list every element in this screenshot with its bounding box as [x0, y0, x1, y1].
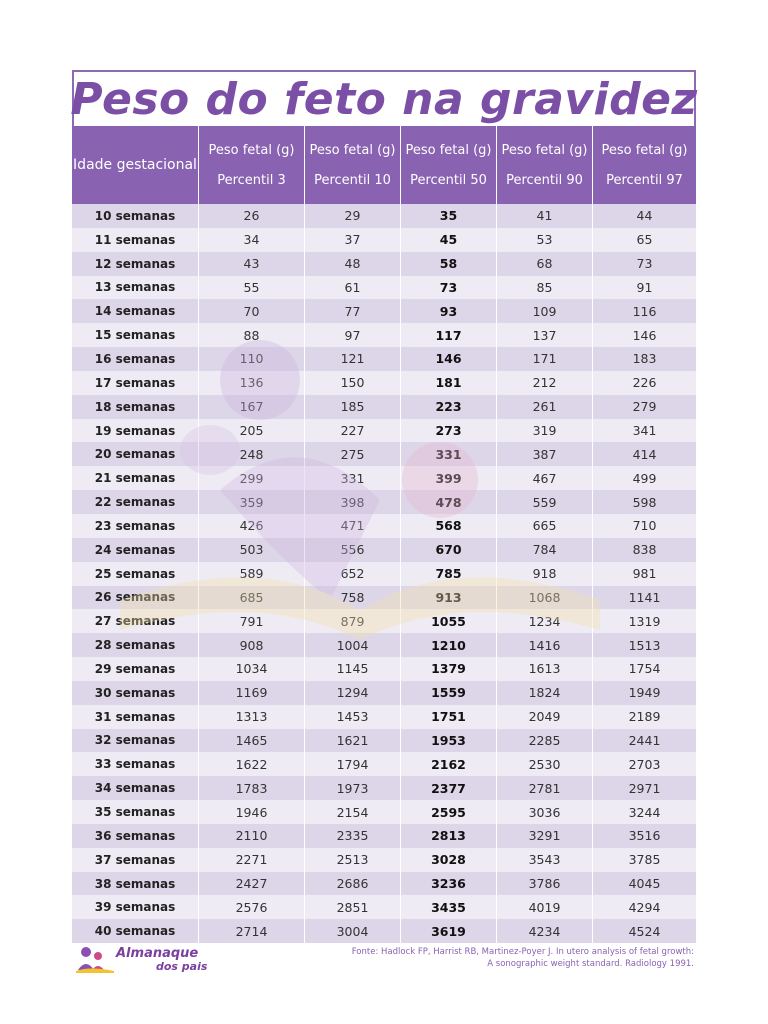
cell-p10: 121 — [304, 347, 400, 371]
cell-p3: 503 — [198, 538, 304, 562]
cell-p3: 1034 — [198, 657, 304, 681]
cell-age: 16 semanas — [94, 351, 176, 366]
table-row — [72, 657, 696, 681]
cell-p3: 70 — [198, 299, 304, 323]
table-row — [72, 204, 696, 228]
header-p3 — [198, 126, 304, 204]
cell-p10: 1453 — [304, 705, 400, 729]
cell-p10: 331 — [304, 466, 400, 490]
cell-p3: 359 — [198, 490, 304, 514]
cell-p10: 275 — [304, 442, 400, 466]
cell-p97: 3244 — [592, 800, 696, 824]
cell-p90: 3543 — [496, 848, 592, 872]
cell-p10: 37 — [304, 228, 400, 252]
cell-p90: 212 — [496, 371, 592, 395]
header-percentile-label: Percentil 3 — [217, 172, 286, 188]
cell-p90: 4234 — [496, 919, 592, 943]
cell-age: 40 semanas — [94, 924, 176, 939]
cell-p10: 398 — [304, 490, 400, 514]
cell-p97: 981 — [592, 562, 696, 586]
cell-age: 10 semanas — [94, 208, 176, 223]
table-row — [72, 586, 696, 610]
cell-p3: 589 — [198, 562, 304, 586]
cell-p90: 1613 — [496, 657, 592, 681]
cell-p3: 248 — [198, 442, 304, 466]
cell-p50: 93 — [400, 299, 496, 323]
cell-p97: 341 — [592, 419, 696, 443]
header-weight-label: Peso fetal (g) — [309, 142, 396, 158]
table-row — [72, 848, 696, 872]
cell-p90: 665 — [496, 514, 592, 538]
cell-p3: 43 — [198, 252, 304, 276]
table-row — [72, 538, 696, 562]
cell-age: 14 semanas — [94, 304, 176, 319]
header-percentile-label: Percentil 10 — [314, 172, 391, 188]
cell-p97: 4294 — [592, 895, 696, 919]
cell-age: 23 semanas — [94, 518, 176, 533]
cell-p50: 181 — [400, 371, 496, 395]
table-row — [72, 490, 696, 514]
cell-p90: 1416 — [496, 633, 592, 657]
table-header — [72, 126, 696, 204]
logo-subtext: dos pais — [156, 960, 208, 973]
cell-p90: 559 — [496, 490, 592, 514]
header-percentile-label: Percentil 97 — [606, 172, 683, 188]
cell-p90: 467 — [496, 466, 592, 490]
cell-p50: 2813 — [400, 824, 496, 848]
cell-p90: 1234 — [496, 609, 592, 633]
cell-p50: 1559 — [400, 681, 496, 705]
fetal-weight-sheet — [72, 70, 696, 943]
cell-age: 31 semanas — [94, 709, 176, 724]
cell-p10: 879 — [304, 609, 400, 633]
cell-age: 25 semanas — [94, 566, 176, 581]
cell-age: 21 semanas — [94, 471, 176, 486]
cell-p90: 319 — [496, 419, 592, 443]
cell-age: 34 semanas — [94, 781, 176, 796]
table-body — [72, 204, 696, 943]
cell-p50: 45 — [400, 228, 496, 252]
cell-p3: 55 — [198, 276, 304, 300]
cell-age: 29 semanas — [94, 661, 176, 676]
cell-p50: 3236 — [400, 872, 496, 896]
header-percentile-label: Percentil 90 — [506, 172, 583, 188]
cell-p3: 1169 — [198, 681, 304, 705]
cell-p97: 1754 — [592, 657, 696, 681]
header-weight-label: Peso fetal (g) — [501, 142, 588, 158]
cell-p90: 53 — [496, 228, 592, 252]
cell-p10: 1973 — [304, 776, 400, 800]
cell-p97: 3785 — [592, 848, 696, 872]
source-line-2: A sonographic weight standard. Radiology 1991. — [487, 959, 694, 969]
cell-p10: 61 — [304, 276, 400, 300]
page-title: Peso do feto na gravidez — [70, 73, 698, 125]
cell-p3: 908 — [198, 633, 304, 657]
cell-p10: 1145 — [304, 657, 400, 681]
table-row — [72, 800, 696, 824]
cell-p10: 2686 — [304, 872, 400, 896]
cell-age: 37 semanas — [94, 852, 176, 867]
cell-p3: 1946 — [198, 800, 304, 824]
cell-p97: 4045 — [592, 872, 696, 896]
cell-p90: 3786 — [496, 872, 592, 896]
cell-age: 27 semanas — [94, 614, 176, 629]
family-logo-icon — [76, 944, 116, 974]
cell-p97: 710 — [592, 514, 696, 538]
cell-p90: 2049 — [496, 705, 592, 729]
cell-p50: 1210 — [400, 633, 496, 657]
cell-p50: 58 — [400, 252, 496, 276]
table-row — [72, 895, 696, 919]
cell-p10: 471 — [304, 514, 400, 538]
cell-age: 18 semanas — [94, 399, 176, 414]
cell-p3: 299 — [198, 466, 304, 490]
cell-p10: 77 — [304, 299, 400, 323]
cell-p50: 478 — [400, 490, 496, 514]
cell-p97: 146 — [592, 323, 696, 347]
cell-p90: 387 — [496, 442, 592, 466]
cell-age: 36 semanas — [94, 828, 176, 843]
table-row — [72, 323, 696, 347]
logo-text: Almanaque — [116, 946, 199, 961]
table-row — [72, 562, 696, 586]
cell-p97: 1319 — [592, 609, 696, 633]
footer — [72, 940, 696, 980]
cell-p10: 2154 — [304, 800, 400, 824]
cell-p97: 44 — [592, 204, 696, 228]
cell-p97: 1949 — [592, 681, 696, 705]
cell-p10: 97 — [304, 323, 400, 347]
table-row — [72, 299, 696, 323]
header-weight-label: Peso fetal (g) — [208, 142, 295, 158]
cell-p3: 110 — [198, 347, 304, 371]
header-gestational-age — [72, 126, 198, 204]
table-row — [72, 419, 696, 443]
cell-p50: 331 — [400, 442, 496, 466]
table-row — [72, 729, 696, 753]
table-row — [72, 276, 696, 300]
cell-p50: 399 — [400, 466, 496, 490]
cell-p97: 838 — [592, 538, 696, 562]
cell-p97: 116 — [592, 299, 696, 323]
cell-p10: 1004 — [304, 633, 400, 657]
cell-p50: 1953 — [400, 729, 496, 753]
cell-p3: 791 — [198, 609, 304, 633]
cell-p50: 73 — [400, 276, 496, 300]
cell-p3: 88 — [198, 323, 304, 347]
cell-p97: 91 — [592, 276, 696, 300]
cell-p50: 273 — [400, 419, 496, 443]
cell-age: 13 semanas — [94, 280, 176, 295]
cell-p50: 3028 — [400, 848, 496, 872]
cell-p50: 785 — [400, 562, 496, 586]
cell-p97: 279 — [592, 395, 696, 419]
table-row — [72, 371, 696, 395]
cell-p10: 3004 — [304, 919, 400, 943]
cell-p50: 35 — [400, 204, 496, 228]
cell-p10: 758 — [304, 586, 400, 610]
cell-p90: 3036 — [496, 800, 592, 824]
source-citation — [352, 946, 694, 970]
cell-p90: 68 — [496, 252, 592, 276]
table-row — [72, 228, 696, 252]
cell-p97: 4524 — [592, 919, 696, 943]
cell-p90: 261 — [496, 395, 592, 419]
table-row — [72, 776, 696, 800]
cell-p10: 1794 — [304, 752, 400, 776]
cell-p50: 2377 — [400, 776, 496, 800]
cell-p3: 426 — [198, 514, 304, 538]
cell-p10: 2513 — [304, 848, 400, 872]
cell-p97: 2971 — [592, 776, 696, 800]
cell-age: 12 semanas — [94, 256, 176, 271]
cell-p90: 784 — [496, 538, 592, 562]
table-row — [72, 514, 696, 538]
cell-p90: 1068 — [496, 586, 592, 610]
cell-p50: 2595 — [400, 800, 496, 824]
cell-p97: 1513 — [592, 633, 696, 657]
cell-age: 19 semanas — [94, 423, 176, 438]
cell-p90: 3291 — [496, 824, 592, 848]
title-banner — [72, 70, 696, 126]
cell-p97: 598 — [592, 490, 696, 514]
cell-age: 15 semanas — [94, 328, 176, 343]
cell-p50: 913 — [400, 586, 496, 610]
header-p50 — [400, 126, 496, 204]
cell-p90: 2530 — [496, 752, 592, 776]
cell-p3: 2271 — [198, 848, 304, 872]
cell-p50: 568 — [400, 514, 496, 538]
cell-p50: 3619 — [400, 919, 496, 943]
cell-age: 35 semanas — [94, 805, 176, 820]
cell-p3: 167 — [198, 395, 304, 419]
table-row — [72, 347, 696, 371]
cell-age: 26 semanas — [94, 590, 176, 605]
cell-p3: 685 — [198, 586, 304, 610]
header-p10 — [304, 126, 400, 204]
cell-p10: 185 — [304, 395, 400, 419]
header-age-label: Idade gestacional — [73, 157, 197, 173]
cell-p90: 85 — [496, 276, 592, 300]
cell-p3: 1783 — [198, 776, 304, 800]
cell-age: 33 semanas — [94, 757, 176, 772]
table-row — [72, 705, 696, 729]
cell-p3: 1465 — [198, 729, 304, 753]
cell-p3: 2110 — [198, 824, 304, 848]
table-row — [72, 252, 696, 276]
header-percentile-label: Percentil 50 — [410, 172, 487, 188]
cell-p90: 109 — [496, 299, 592, 323]
header-weight-label: Peso fetal (g) — [601, 142, 688, 158]
cell-p97: 65 — [592, 228, 696, 252]
cell-age: 11 semanas — [94, 232, 176, 247]
cell-p97: 2189 — [592, 705, 696, 729]
cell-p10: 48 — [304, 252, 400, 276]
cell-p97: 414 — [592, 442, 696, 466]
cell-p50: 1379 — [400, 657, 496, 681]
cell-p90: 41 — [496, 204, 592, 228]
cell-p50: 117 — [400, 323, 496, 347]
header-p90 — [496, 126, 592, 204]
cell-age: 17 semanas — [94, 375, 176, 390]
cell-p90: 2781 — [496, 776, 592, 800]
cell-p90: 2285 — [496, 729, 592, 753]
cell-p3: 136 — [198, 371, 304, 395]
cell-p97: 183 — [592, 347, 696, 371]
cell-p90: 137 — [496, 323, 592, 347]
cell-p10: 556 — [304, 538, 400, 562]
cell-p90: 1824 — [496, 681, 592, 705]
cell-age: 30 semanas — [94, 685, 176, 700]
cell-age: 22 semanas — [94, 495, 176, 510]
cell-p10: 227 — [304, 419, 400, 443]
cell-p50: 146 — [400, 347, 496, 371]
cell-age: 24 semanas — [94, 542, 176, 557]
cell-p50: 1751 — [400, 705, 496, 729]
cell-p50: 670 — [400, 538, 496, 562]
cell-p97: 73 — [592, 252, 696, 276]
cell-p3: 2714 — [198, 919, 304, 943]
table-row — [72, 466, 696, 490]
cell-age: 38 semanas — [94, 876, 176, 891]
cell-age: 20 semanas — [94, 447, 176, 462]
cell-p50: 1055 — [400, 609, 496, 633]
cell-p3: 1313 — [198, 705, 304, 729]
cell-p90: 4019 — [496, 895, 592, 919]
header-weight-label: Peso fetal (g) — [405, 142, 492, 158]
cell-p97: 226 — [592, 371, 696, 395]
cell-age: 39 semanas — [94, 900, 176, 915]
cell-p10: 2335 — [304, 824, 400, 848]
cell-p50: 223 — [400, 395, 496, 419]
cell-p97: 3516 — [592, 824, 696, 848]
table-row — [72, 752, 696, 776]
cell-p50: 2162 — [400, 752, 496, 776]
cell-p10: 150 — [304, 371, 400, 395]
cell-p10: 29 — [304, 204, 400, 228]
cell-age: 32 semanas — [94, 733, 176, 748]
cell-p3: 26 — [198, 204, 304, 228]
brand-logo — [76, 944, 206, 976]
header-p97 — [592, 126, 696, 204]
table-row — [72, 681, 696, 705]
cell-p50: 3435 — [400, 895, 496, 919]
cell-p97: 2441 — [592, 729, 696, 753]
cell-p90: 918 — [496, 562, 592, 586]
table-row — [72, 395, 696, 419]
table-row — [72, 824, 696, 848]
table-row — [72, 442, 696, 466]
cell-p3: 205 — [198, 419, 304, 443]
cell-p3: 2427 — [198, 872, 304, 896]
cell-p90: 171 — [496, 347, 592, 371]
cell-p10: 2851 — [304, 895, 400, 919]
cell-p97: 1141 — [592, 586, 696, 610]
cell-p10: 652 — [304, 562, 400, 586]
cell-p97: 2703 — [592, 752, 696, 776]
cell-p10: 1294 — [304, 681, 400, 705]
table-row — [72, 633, 696, 657]
cell-p97: 499 — [592, 466, 696, 490]
table-row — [72, 609, 696, 633]
table-row — [72, 872, 696, 896]
cell-p3: 2576 — [198, 895, 304, 919]
cell-age: 28 semanas — [94, 638, 176, 653]
cell-p3: 1622 — [198, 752, 304, 776]
source-line-1: Fonte: Hadlock FP, Harrist RB, Martinez-Poyer J. In utero analysis of fetal growth: — [351, 947, 694, 957]
cell-p10: 1621 — [304, 729, 400, 753]
cell-p3: 34 — [198, 228, 304, 252]
